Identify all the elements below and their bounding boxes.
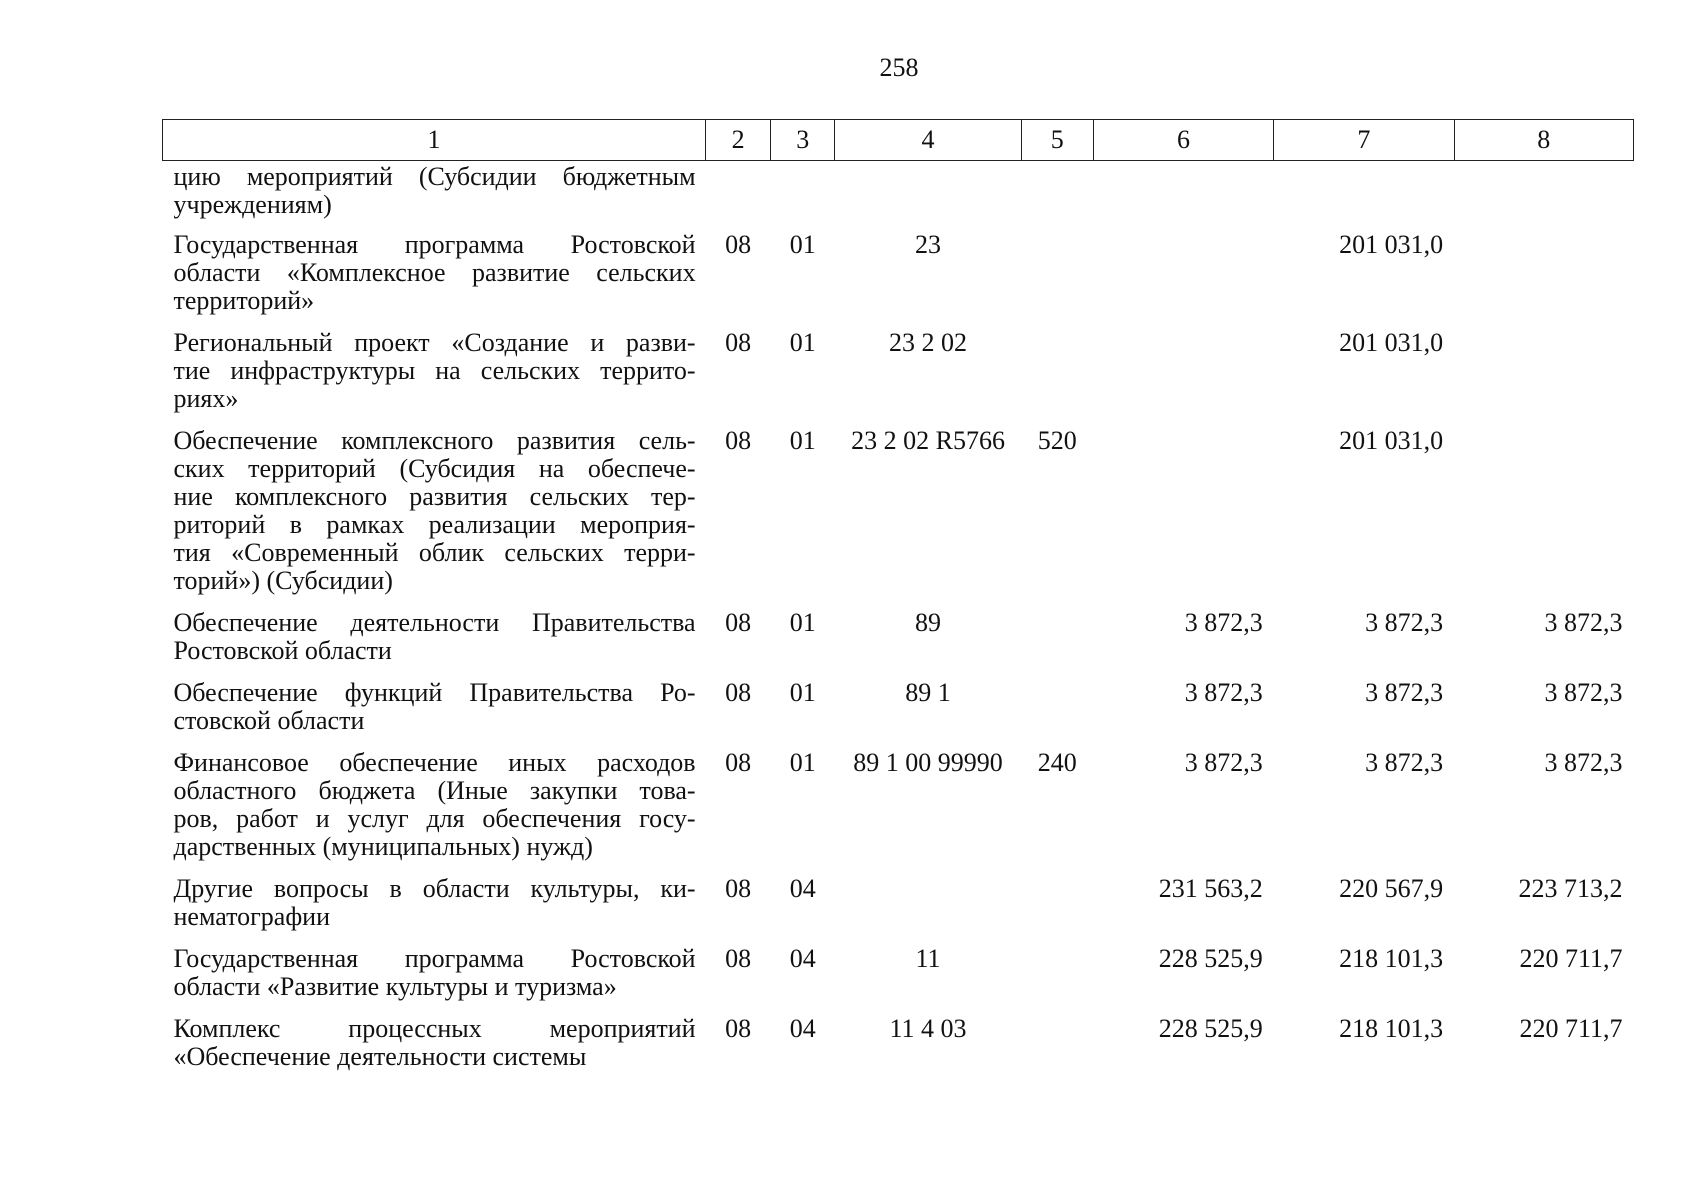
table-row [163, 873, 1634, 943]
row-name-line: ских территорий (Субсидия на обеспече- [173, 454, 696, 483]
row-name-cell [163, 425, 706, 607]
row-name-line: областного бюджета (Иные закупки това- [173, 776, 696, 805]
row-name-line: ние комплексного развития сельских тер- [173, 482, 696, 511]
table-row [163, 943, 1634, 1013]
row-name-cell [163, 161, 706, 230]
column-header-7: 7 [1274, 120, 1454, 161]
row-name-line: Государственная программа Ростовской [173, 944, 696, 973]
row-name-line: Другие вопросы в области культуры, ки- [173, 874, 696, 903]
row-name-cell [163, 607, 706, 677]
table-row [163, 161, 1634, 230]
cell-col-6: 228 525,9 [1158, 944, 1263, 973]
cell-col-4: 11 4 03 [889, 1014, 967, 1043]
cell-col-8: 220 711,7 [1519, 944, 1623, 973]
row-name-cell [163, 677, 706, 747]
table-header [163, 120, 1634, 161]
cell-col-8: 3 872,3 [1544, 748, 1623, 777]
row-name-line: дарственных (муниципальных) нужд) [173, 832, 593, 861]
table-row [163, 229, 1634, 327]
row-name-line: «Обеспечение деятельности системы [173, 1042, 587, 1071]
cell-col-6 [1093, 161, 1273, 230]
column-header-8: 8 [1454, 120, 1633, 161]
table-row [163, 677, 1634, 747]
table-body [163, 161, 1634, 1084]
cell-col-8: 223 713,2 [1518, 874, 1623, 903]
cell-col-4: 23 2 02 R5766 [851, 426, 1005, 455]
cell-col-2: 08 [725, 678, 752, 707]
row-name-cell [163, 747, 706, 873]
cell-col-7: 3 872,3 [1365, 748, 1444, 777]
cell-col-6: 3 872,3 [1184, 678, 1263, 707]
row-name-line: стовской области [173, 706, 365, 735]
column-header-6: 6 [1093, 120, 1273, 161]
row-name-cell [163, 943, 706, 1013]
cell-col-5: 520 [1037, 426, 1077, 455]
cell-col-3 [771, 161, 835, 230]
cell-col-3: 01 [789, 328, 816, 357]
cell-col-5 [1021, 873, 1093, 943]
row-name-cell [163, 1013, 706, 1083]
cell-col-5 [1021, 327, 1093, 425]
cell-col-7: 3 872,3 [1365, 678, 1444, 707]
cell-col-4: 23 2 02 [889, 328, 968, 357]
cell-col-8 [1454, 327, 1633, 425]
row-name-line: Финансовое обеспечение иных расходов [173, 748, 696, 777]
cell-col-5 [1021, 161, 1093, 230]
cell-col-6: 3 872,3 [1184, 608, 1263, 637]
cell-col-4: 89 1 00 99990 [853, 748, 1003, 777]
column-header-1: 1 [163, 120, 706, 161]
cell-col-8: 3 872,3 [1544, 678, 1623, 707]
page-number: 258 [879, 53, 919, 82]
header-row [163, 120, 1634, 161]
cell-col-7: 201 031,0 [1339, 230, 1444, 259]
cell-col-4 [835, 161, 1021, 230]
cell-col-2: 08 [725, 230, 752, 259]
cell-col-7: 3 872,3 [1365, 608, 1444, 637]
row-name-line: нематографии [173, 902, 330, 931]
cell-col-2: 08 [725, 944, 752, 973]
row-name-line: Комплекс процессных мероприятий [173, 1014, 696, 1043]
cell-col-6: 3 872,3 [1184, 748, 1263, 777]
row-name-line: Обеспечение комплексного развития сель- [173, 426, 696, 455]
cell-col-3: 01 [789, 608, 816, 637]
cell-col-8 [1454, 425, 1633, 607]
cell-col-3: 04 [789, 874, 816, 903]
cell-col-5 [1021, 677, 1093, 747]
cell-col-2: 08 [725, 328, 752, 357]
cell-col-8 [1454, 229, 1633, 327]
cell-col-7: 201 031,0 [1339, 426, 1444, 455]
cell-col-6 [1093, 229, 1273, 327]
cell-col-2: 08 [725, 426, 752, 455]
cell-col-2: 08 [725, 874, 752, 903]
cell-col-3: 04 [789, 944, 816, 973]
table-row [163, 607, 1634, 677]
cell-col-5 [1021, 943, 1093, 1013]
cell-col-4: 89 [915, 608, 942, 637]
table-row [163, 327, 1634, 425]
cell-col-8: 220 711,7 [1519, 1014, 1623, 1043]
cell-col-6 [1093, 425, 1273, 607]
row-name-line: Обеспечение функций Правительства Ро- [173, 678, 696, 707]
cell-col-5 [1021, 229, 1093, 327]
column-header-4: 4 [835, 120, 1021, 161]
row-name-line: области «Развитие культуры и туризма» [173, 972, 617, 1001]
cell-col-4: 11 [915, 944, 941, 973]
row-name-line: Государственная программа Ростовской [173, 230, 696, 259]
cell-col-6: 231 563,2 [1158, 874, 1263, 903]
column-header-2: 2 [706, 120, 771, 161]
table-row [163, 1013, 1634, 1083]
cell-col-2: 08 [725, 608, 752, 637]
table-row [163, 747, 1634, 873]
cell-col-6: 228 525,9 [1158, 1014, 1263, 1043]
cell-col-3: 01 [789, 748, 816, 777]
budget-table [162, 119, 1634, 1083]
cell-col-3: 01 [789, 678, 816, 707]
row-name-cell [163, 327, 706, 425]
row-name-line: области «Комплексное развитие сельских [173, 258, 696, 287]
cell-col-2 [706, 161, 771, 230]
row-name-line: тия «Современный облик сельских терри- [173, 538, 696, 567]
cell-col-2: 08 [725, 748, 752, 777]
cell-col-7: 201 031,0 [1339, 328, 1444, 357]
cell-col-8: 3 872,3 [1544, 608, 1623, 637]
cell-col-5 [1021, 607, 1093, 677]
cell-col-5: 240 [1037, 748, 1077, 777]
cell-col-6 [1093, 327, 1273, 425]
table-row [163, 425, 1634, 607]
row-name-cell [163, 873, 706, 943]
cell-col-4 [835, 873, 1021, 943]
cell-col-3: 01 [789, 230, 816, 259]
row-name-line: тие инфраструктуры на сельских террито- [173, 356, 696, 385]
column-header-3: 3 [771, 120, 835, 161]
cell-col-3: 01 [789, 426, 816, 455]
row-name-line: учреждениям) [173, 190, 332, 219]
cell-col-2: 08 [725, 1014, 752, 1043]
row-name-line: территорий» [173, 286, 315, 315]
row-name-line: риторий в рамках реализации мероприя- [173, 510, 696, 539]
row-name-line: торий») (Субсидии) [173, 566, 393, 595]
cell-col-7: 218 101,3 [1339, 1014, 1444, 1043]
cell-col-8 [1454, 161, 1633, 230]
column-header-5: 5 [1021, 120, 1093, 161]
cell-col-7: 218 101,3 [1339, 944, 1444, 973]
row-name-line: Обеспечение деятельности Правительства [173, 608, 696, 637]
row-name-line: ров, работ и услуг для обеспечения госу- [173, 804, 696, 833]
cell-col-5 [1021, 1013, 1093, 1083]
row-name-cell [163, 229, 706, 327]
cell-col-7: 220 567,9 [1339, 874, 1444, 903]
row-name-line: Ростовской области [173, 636, 392, 665]
row-name-line: Региональный проект «Создание и разви- [173, 328, 696, 357]
row-name-line: цию мероприятий (Субсидии бюджетным [173, 162, 696, 191]
cell-col-4: 89 1 [905, 678, 951, 707]
cell-col-3: 04 [789, 1014, 816, 1043]
cell-col-4: 23 [915, 230, 942, 259]
cell-col-7 [1274, 161, 1454, 230]
row-name-line: риях» [173, 384, 239, 413]
